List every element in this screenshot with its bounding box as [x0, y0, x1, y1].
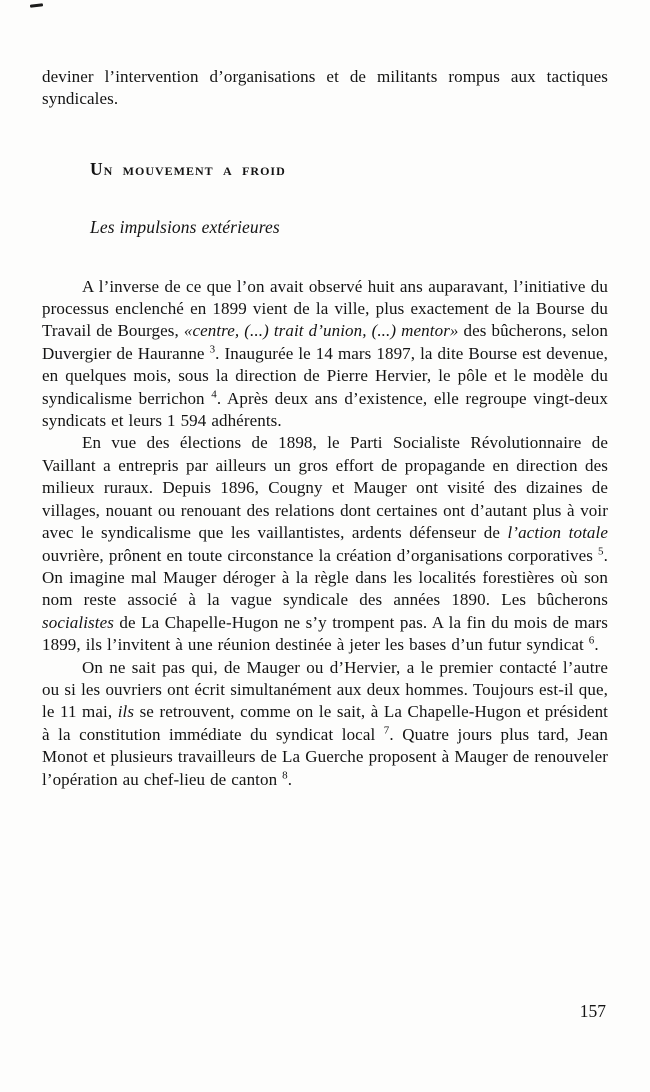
subsection-heading: Les impulsions extérieures [90, 217, 280, 238]
footnote-ref: 3 [209, 343, 216, 356]
text-segment: On ne sait pas qui, de Mauger ou d’Hervier, a le premier contacté l’autre ou si les ouvriers ont écrit simultanément aux deux hommes. Toujours est-il que, le 11 mai, [42, 657, 608, 722]
text-segment: l’action totale [507, 523, 608, 543]
text-segment: ils [117, 702, 135, 722]
text-segment: . [287, 769, 293, 789]
section-heading: Un mouvement a froid [90, 158, 286, 179]
text-segment: ouvrière, prônent en toute circonstance la création d’organisations corporatives [42, 545, 599, 565]
body-paragraph-3 [42, 657, 608, 791]
footnote-ref: 6 [588, 634, 595, 647]
text-block [42, 66, 608, 791]
text-segment: de La Chapelle-Hugon ne s’y trompent pas. A la fin du mois de mars 1899, ils l’invitent à une réunion destinée à jeter les bases d’un futur syndicat [42, 612, 608, 655]
text-segment: se retrouvent, comme on le sait, à La Chapelle-Hugon et président à la constitution immédiate du syndicat local [42, 702, 608, 744]
text-segment: deviner l’intervention d’organisations et de militants rompus aux tactiques syndicales. [42, 67, 608, 109]
text-segment: socialistes [42, 612, 114, 632]
text-segment: . Inaugurée le 14 mars 1897, la dite Bourse est devenue, en quelques mois, sous la direction de Pierre Hervier, le pôle et le modèle du syndicalisme berrichon [42, 343, 608, 408]
footnote-ref: 8 [282, 768, 288, 781]
footnote-ref: 7 [383, 724, 390, 737]
footnote-ref: 5 [598, 544, 604, 557]
footnote-ref: 4 [211, 388, 217, 400]
continuation-paragraph [42, 66, 608, 111]
text-segment: «centre, (...) trait d’union, (...) mentor» [183, 321, 459, 341]
text-segment: En vue des élections de 1898, le Parti Socialiste Révolutionnaire de Vaillant a entrepris par ailleurs un gros effort de propagande en direction des milieux ruraux. Depuis 1896, Cougny et Mauger ont visité des dizaines de villages, nouant ou renouant des relations dont certaines ont d’autant plus à voir avec le syndicalisme que les vaillantistes, ardents défenseur de [42, 433, 608, 543]
page-number: 157 [579, 1001, 606, 1021]
body-paragraph-1 [42, 276, 608, 433]
text-segment: A l’inverse de ce que l’on avait observé huit ans auparavant, l’initiative du processus enclenché en 1899 vient de la ville, plus exactement de la Bourse du Travail de Bourges, [42, 276, 608, 341]
body-paragraph-2 [42, 432, 608, 656]
text-segment: . Quatre jours plus tard, Jean Monot et plusieurs travailleurs de La Guerche proposent à Mauger de renouveler l’opération au chef-lieu de canton [42, 724, 608, 789]
text-segment: . Après deux ans d’existence, elle regroupe vingt-deux syndicats et leurs 1 594 adhérents. [42, 388, 608, 431]
scan-artifact [30, 3, 43, 8]
text-segment: des bûcherons, selon Duvergier de Hauranne [42, 321, 608, 363]
text-segment: . On imagine mal Mauger déroger à la règle dans les localités forestières où son nom reste associé à la vague syndicale des années 1890. Les bûcherons [42, 545, 608, 610]
text-segment: . [594, 635, 599, 655]
